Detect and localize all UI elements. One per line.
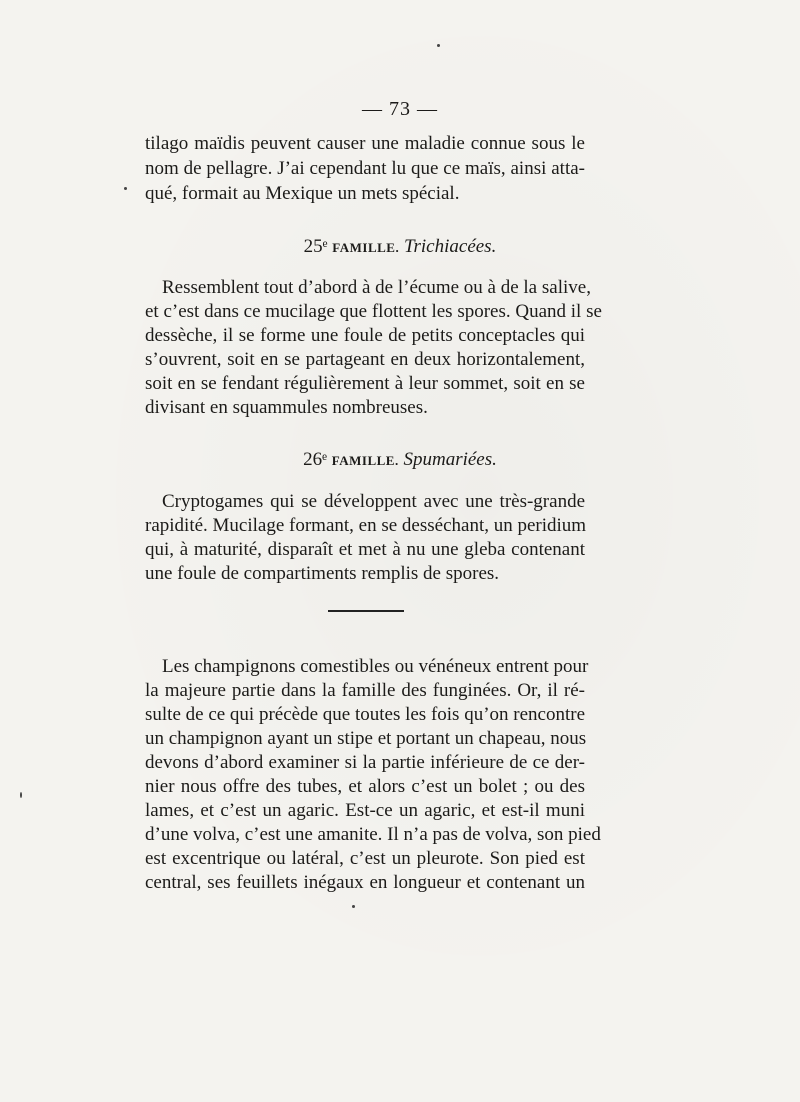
text-line: Les champignons comestibles ou vénéneux entrent pour: [162, 656, 589, 677]
section-heading: [0, 235, 800, 260]
ink-speck: [124, 187, 127, 190]
text-line: devons d’abord examiner si la partie inférieure de ce der-: [145, 752, 585, 773]
text-line: s’ouvrent, soit en se partageant en deux horizontalement,: [145, 349, 585, 370]
text-line: soit en se fendant régulièrement à leur sommet, soit en se: [145, 373, 585, 394]
text-line: une foule de compartiments remplis de spores.: [145, 563, 500, 584]
text-line: divisant en squammules nombreuses.: [145, 397, 428, 418]
page-number: — 73 —: [362, 98, 438, 120]
ink-speck: [20, 792, 22, 798]
ink-speck: [352, 905, 355, 908]
text-line: tilago maïdis peuvent causer une maladie connue sous le: [145, 133, 585, 154]
family-number: 26ᵉ: [303, 449, 327, 470]
text-line: nier nous offre des tubes, et alors c’est un bolet ; ou des: [145, 776, 585, 797]
text-line: dessèche, il se forme une foule de petits conceptacles qui: [145, 325, 585, 346]
text-line: central, ses feuillets inégaux en longueur et contenant un: [145, 872, 585, 893]
ink-speck: [437, 44, 440, 47]
family-number: 25ᵉ: [303, 236, 328, 257]
text-line: rapidité. Mucilage formant, en se desséchant, un peridium: [145, 515, 587, 536]
family-label: FAMILLE.: [332, 240, 400, 255]
text-line: et c’est dans ce mucilage que flottent les spores. Quand il se: [145, 301, 602, 322]
text-line: sulte de ce qui précède que toutes les fois qu’on rencontre: [145, 704, 586, 725]
text-line: d’une volva, c’est une amanite. Il n’a pas de volva, son pied: [145, 824, 601, 845]
text-line: la majeure partie dans la famille des funginées. Or, il ré-: [145, 680, 585, 701]
text-line: nom de pellagre. J’ai cependant lu que ce maïs, ainsi atta-: [145, 158, 585, 179]
text-line: un champignon ayant un stipe et portant un chapeau, nous: [145, 728, 587, 749]
section-heading: [0, 448, 800, 473]
family-name: Spumariées.: [403, 449, 497, 470]
text-line: qui, à maturité, disparaît et met à nu une gleba contenant: [145, 539, 585, 560]
separator-rule: [328, 610, 404, 612]
text-line: Ressemblent tout d’abord à de l’écume ou à de la salive,: [162, 277, 591, 298]
family-name: Trichiacées.: [403, 236, 497, 257]
text-line: est excentrique ou latéral, c’est un pleurote. Son pied est: [145, 848, 585, 869]
family-label: FAMILLE.: [331, 453, 399, 468]
text-line: Cryptogames qui se développent avec une très-grande: [162, 491, 585, 512]
text-line: qué, formait au Mexique un mets spécial.: [145, 183, 460, 204]
text-line: lames, et c’est un agaric. Est-ce un agaric, et est-il muni: [145, 800, 585, 821]
